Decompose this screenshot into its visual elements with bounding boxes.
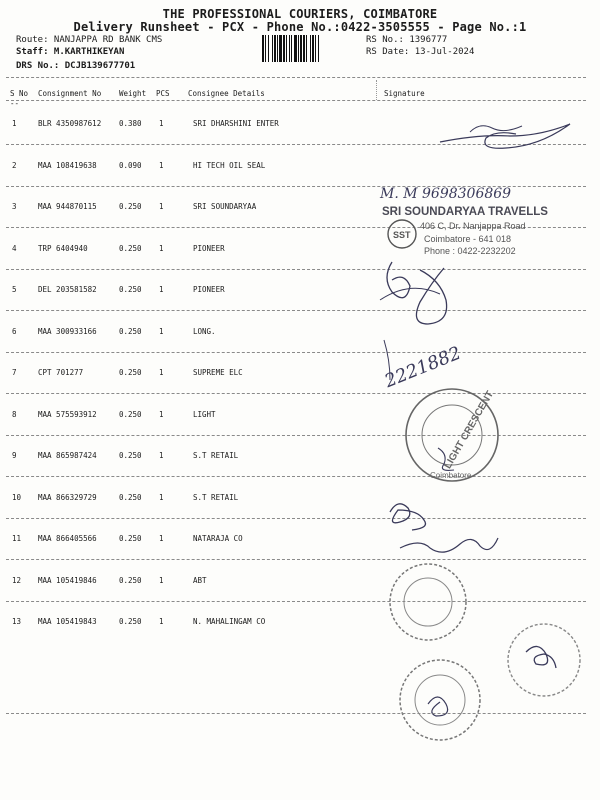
stamp-light-crescent-city: Coimbatore (430, 471, 472, 480)
row-pcs: 1 (159, 244, 164, 253)
row-consignee: ABT (193, 576, 207, 585)
row-sno: 13 (12, 617, 22, 626)
row-pcs: 1 (159, 617, 164, 626)
row-sno: 4 (12, 244, 17, 253)
row-weight: 0.250 (119, 244, 142, 253)
column-header-weight: Weight (119, 89, 147, 98)
row-weight: 0.250 (119, 493, 142, 502)
stamp-light-crescent-name: LIGHT CRESCENT (442, 389, 496, 471)
row-sno: 1 (12, 119, 17, 128)
row-sno: 7 (12, 368, 17, 377)
row-weight: 0.250 (119, 534, 142, 543)
row-consignment-number: CPT 701277 (38, 368, 84, 377)
column-header-consignment: Consignment No (38, 89, 102, 98)
row-consignee: SRI DHARSHINI ENTER (193, 119, 279, 128)
row-weight: 0.250 (119, 451, 142, 460)
handwritten-phone: M. M 9698306869 (380, 186, 512, 202)
row-sno: 5 (12, 285, 17, 294)
row-pcs: 1 (159, 327, 164, 336)
document-title: THE PROFESSIONAL COURIERS, COIMBATORE (162, 7, 438, 21)
row-consignee: NATARAJA CO (193, 534, 243, 543)
row-sno: 11 (12, 534, 22, 543)
row-sno: 12 (12, 576, 22, 585)
row-consignee: PIONEER (193, 244, 225, 253)
row-consignment-number: DEL 203581582 (38, 285, 97, 294)
footer-rule (6, 713, 586, 714)
row-weight: 0.250 (119, 327, 142, 336)
row-consignment-number: MAA 105419843 (38, 617, 97, 626)
row-pcs: 1 (159, 493, 164, 502)
row-weight: 0.250 (119, 202, 142, 211)
row-sno: 2 (12, 161, 17, 170)
row-pcs: 1 (159, 285, 164, 294)
row-consignment-number: MAA 108419638 (38, 161, 97, 170)
stamp-soundaryaa-phone: Phone : 0422-2232202 (424, 246, 516, 256)
rs-date: RS Date: 13-Jul-2024 (366, 47, 475, 57)
row-pcs: 1 (159, 202, 164, 211)
row-pcs: 1 (159, 119, 164, 128)
row-consignee: S.T RETAIL (193, 451, 239, 460)
svg-text:SST: SST (393, 230, 411, 240)
row-consignment-number: MAA 105419846 (38, 576, 97, 585)
row-consignment-number: TRP 6404940 (38, 244, 88, 253)
row-pcs: 1 (159, 368, 164, 377)
row-pcs: 1 (159, 451, 164, 460)
signature-scribble-1 (440, 124, 570, 148)
row-consignee: N. MAHALINGAM CO (193, 617, 266, 626)
row-sno: 3 (12, 202, 17, 211)
row-sno: 6 (12, 327, 17, 336)
row-weight: 0.250 (119, 576, 142, 585)
route-label: Route: NANJAPPA RD BANK CMS (16, 35, 163, 45)
row-weight: 0.250 (119, 368, 142, 377)
row-pcs: 1 (159, 410, 164, 419)
row-consignee: LONG. (193, 327, 216, 336)
row-weight: 0.250 (119, 410, 142, 419)
row-pcs: 1 (159, 576, 164, 585)
row-sno: 8 (12, 410, 17, 419)
row-consignment-number: MAA 866405566 (38, 534, 97, 543)
row-weight: 0.250 (119, 285, 142, 294)
row-consignment-number: MAA 865987424 (38, 451, 97, 460)
staff-label: Staff: M.KARTHIKEYAN (16, 47, 125, 57)
row-sno: 10 (12, 493, 22, 502)
document-subtitle: Delivery Runsheet - PCX - Phone No.:0422-3505555 - Page No.:1 (73, 20, 527, 34)
row-consignee: SUPREME ELC (193, 368, 243, 377)
column-header-sno: S No (10, 89, 29, 98)
row-consignment-number: MAA 575593912 (38, 410, 97, 419)
column-header-sno-cont: -- (10, 99, 20, 108)
handwritten-number: 2221882 (381, 342, 464, 393)
stamp-round-nataraja (390, 564, 466, 640)
stamp-soundaryaa-addr2: Coimbatore - 641 018 (424, 234, 512, 244)
row-consignee: S.T RETAIL (193, 493, 239, 502)
stamp-soundaryaa-name: SRI SOUNDARYAA TRAVELLS (382, 206, 548, 218)
row-consignment-number: MAA 944870115 (38, 202, 97, 211)
row-consignee: HI TECH OIL SEAL (193, 161, 266, 170)
stamp-round-mahalingam (400, 660, 480, 740)
stamp-round-abt (508, 624, 580, 696)
rs-number: RS No.: 1396777 (366, 35, 448, 45)
row-consignee: PIONEER (193, 285, 225, 294)
stamp-soundaryaa-addr1: 406 C, Dr. Nanjappa Road (420, 221, 526, 231)
row-pcs: 1 (159, 161, 164, 170)
row-consignment-number: BLR 4350987612 (38, 119, 102, 128)
row-weight: 0.380 (119, 119, 142, 128)
column-header-pcs: PCS (156, 89, 170, 98)
drs-number: DRS No.: DCJB139677701 (16, 61, 136, 71)
row-pcs: 1 (159, 534, 164, 543)
row-consignment-number: MAA 866329729 (38, 493, 97, 502)
column-header-signature: Signature (384, 89, 425, 98)
row-weight: 0.250 (119, 617, 142, 626)
row-weight: 0.090 (119, 161, 142, 170)
column-header-consignee: Consignee Details (188, 89, 265, 98)
signature-scribble-9 (390, 504, 426, 530)
row-consignment-number: MAA 300933166 (38, 327, 97, 336)
row-consignee: SRI SOUNDARYAA (193, 202, 257, 211)
row-sno: 9 (12, 451, 17, 460)
row-consignee: LIGHT (193, 410, 216, 419)
